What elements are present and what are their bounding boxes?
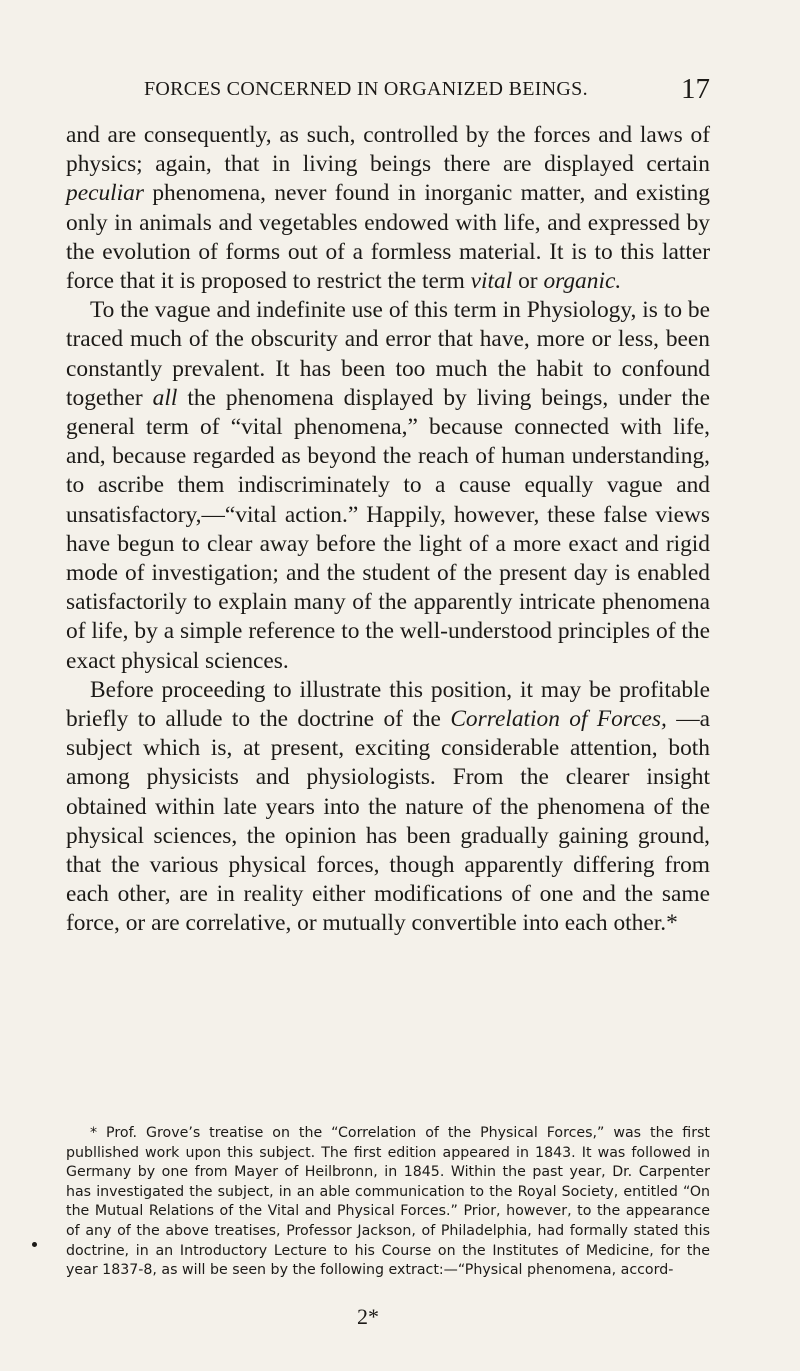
text-run: phenomena, never found in inorganic matter, and existing only in animals and vegetables endowed with life, and expressed by the evolution of forms out of a formless material. It is to this latter force that it is proposed to restrict the term (66, 180, 710, 295)
text-run: Before proceeding to illustrate this position, it may be profitable briefly to allude to the doctrine of the (66, 676, 710, 733)
running-title: FORCES CONCERNED IN ORGANIZED BEINGS. (144, 78, 588, 100)
text-run: the phenomena displayed by living beings, under the general term of “vital phenomena,” because connected with life, and, because regarded as beyond the reach of human understanding, to ascribe them indiscriminately to a cause equally vague and unsatisfactory,—“vital action.” Happily, however, these false views have begun to clear away before the light of a more exact and rigid mode of investigation; and the student of the present day is enabled satisfactorily to explain many of the apparently intricate phenomena of life, by a simple reference to the well-understood principles of the exact physical sciences. (66, 384, 710, 674)
paragraph (66, 676, 710, 939)
text-run: and are consequently, as such, controlled by the forces and laws of physics; again, that in living beings there are displayed certain (66, 122, 710, 178)
signature-mark: 2* (357, 1304, 379, 1329)
footnote: * Prof. Grove’s treatise on the “Correlation of the Physical Forces,” was the first publlished work upon this subject. The first edition appeared in 1843. It was followed in Germany by one from Mayer of Heilbronn, in 1845. Within the past year, Dr. Carpenter has investigated the subject, in an able communication to the Royal Society, entitled “On the Mutual Relations of the Vital and Physical Forces.” Prior, however, to the appearance of any of the above treatises, Professor Jackson, of Philadelphia, had formally stated this doctrine, in an Introductory Lecture to his Course on the Institutes of Medicine, for the year 1837-8, as will be seen by the following extract:—“Physical phenomena, accord- (66, 1125, 710, 1279)
body-text (66, 121, 710, 939)
italic-text: all (152, 384, 178, 411)
stray-ink-dot (32, 1242, 37, 1247)
page-header (144, 73, 710, 108)
italic-text: Correlation of Forces, (450, 706, 667, 733)
italic-text: organic. (543, 268, 622, 295)
italic-text: peculiar (66, 180, 144, 207)
text-run: or (512, 268, 544, 295)
paragraph (66, 296, 710, 676)
italic-text: vital (470, 268, 513, 295)
text-run: To the vague and indefinite use of this term in Physiology, is to be traced much of the obscurity and error that have, more or less, been constantly prevalent. It has been too much the habit to confound together (66, 297, 710, 411)
text-run: —a subject which is, at present, exciting considerable attention, both among physicists and physiologists. From the clearer insight obtained within late years into the nature of the phenomena of the physical sciences, the opinion has been gradually gaining ground, that the various physical forces, though apparently differing from each other, are in reality either modifications of one and the same force, or are correlative, or mutually convertible into each other.* (66, 706, 710, 937)
paragraph (66, 121, 710, 296)
page-number: 17 (681, 73, 710, 105)
